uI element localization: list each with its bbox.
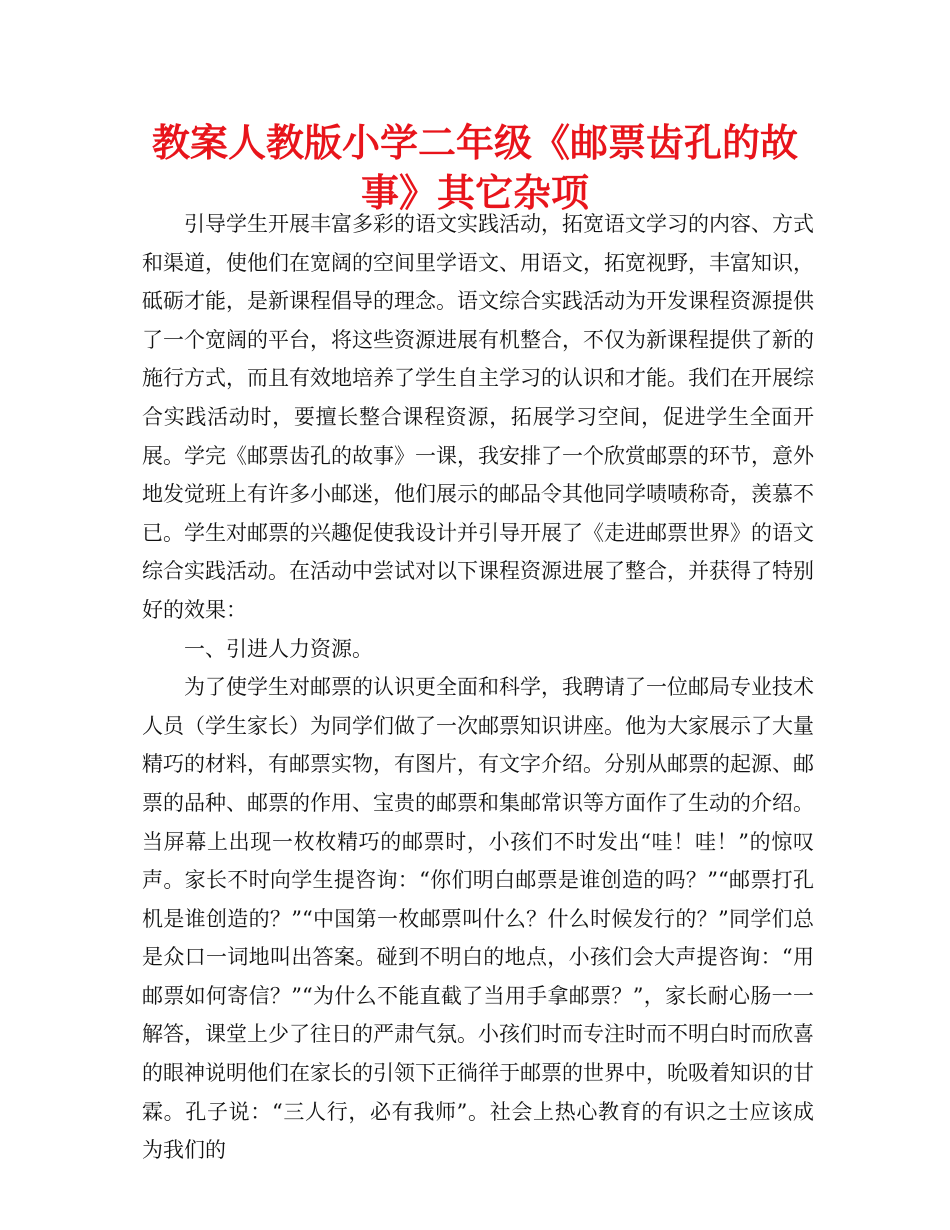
- document-body: [142, 205, 814, 1170]
- paragraph-human-resources: 为了使学生对邮票的认识更全面和科学，我聘请了一位邮局专业技术人员（学生家长）为同学们做了一次邮票知识讲座。他为大家展示了大量精巧的材料，有邮票实物，有图片，有文字介绍。分别从邮票的起源、邮票的品种、邮票的作用、宝贵的邮票和集邮常识等方面作了生动的介绍。当屏幕上出现一枚枚精巧的邮票时，小孩们不时发出“哇！哇！”的惊叹声。家长不时向学生提咨询：“你们明白邮票是谁创造的吗？”“邮票打孔机是谁创造的？”“中国第一枚邮票叫什么？什么时候发行的？”同学们总是众口一词地叫出答案。碰到不明白的地点，小孩们会大声提咨询：“用邮票如何寄信？”“为什么不能直截了当用手拿邮票？”，家长耐心肠一一解答，课堂上少了往日的严肃气氛。小孩们时而专注时而不明白时而欣喜的眼神说明他们在家长的引领下正徜徉于邮票的世界中，吮吸着知识的甘霖。孔子说：“三人行，必有我师”。社会上热心教育的有识之士应该成为我们的: [142, 675, 814, 1163]
- section-heading: 一、引进人力资源。: [184, 636, 373, 661]
- paragraph-intro: 引导学生开展丰富多彩的语文实践活动，拓宽语文学习的内容、方式和渠道，使他们在宽阔的空间里学语文、用语文，拓宽视野，丰富知识，砥砺才能，是新课程倡导的理念。语文综合实践活动为开发课程资源提供了一个宽阔的平台，将这些资源进展有机整合，不仅为新课程提供了新的施行方式，而且有效地培养了学生自主学习的认识和才能。我们在开展综合实践活动时，要擅长整合课程资源，拓展学习空间，促进学生全面开展。学完《邮票齿孔的故事》一课，我安排了一个欣赏邮票的环节，意外地发觉班上有许多小邮迷，他们展示的邮品令其他同学啧啧称奇，羡慕不已。学生对邮票的兴趣促使我设计并引导开展了《走进邮票世界》的语文综合实践活动。在活动中尝试对以下课程资源进展了整合，并获得了特别好的效果：: [142, 212, 814, 622]
- document-title: 教案人教版小学二年级《邮票齿孔的故事》其它杂项: [151, 121, 798, 215]
